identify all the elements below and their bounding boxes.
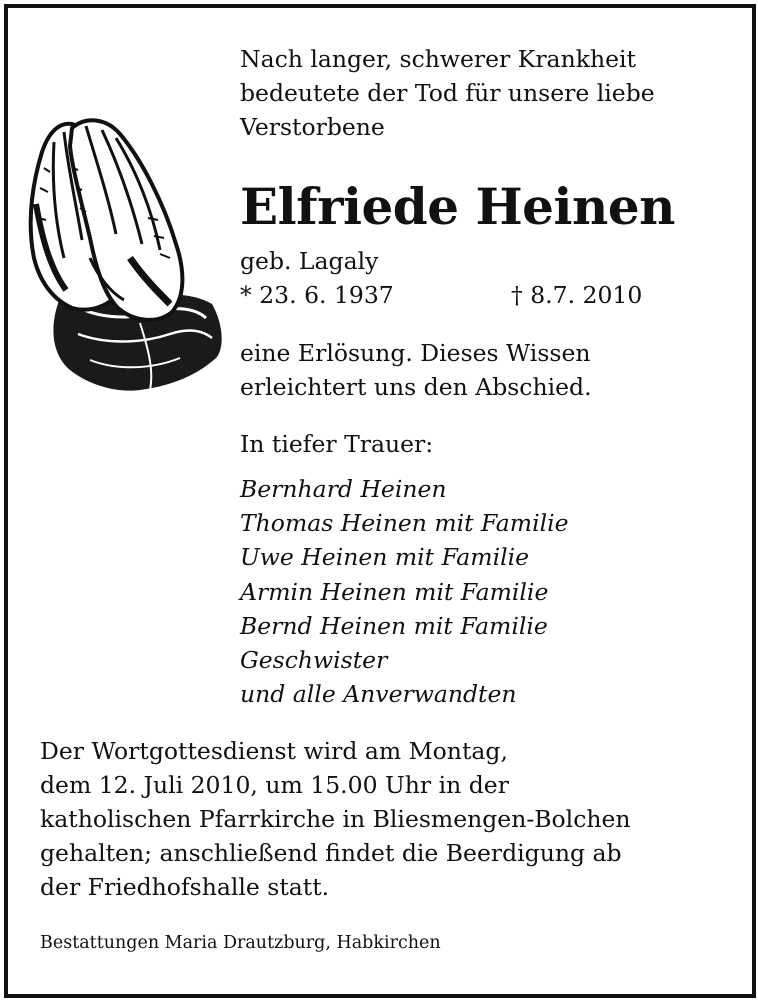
mourner-name: Bernhard Heinen: [240, 475, 447, 503]
service-announcement: Der Wortgottesdienst wird am Montag, dem 12. Juli 2010, um 15.00 Uhr in der katholischen Pfarrkirche in Bliesmengen-Bolchen gehalten; anschließend findet die Beerdigung ab der Friedhofshalle statt.: [40, 737, 631, 901]
undertaker-credit: Bestattungen Maria Drautzburg, Habkirchen: [40, 933, 441, 953]
mourner-name: Uwe Heinen mit Familie: [240, 543, 530, 572]
praying-hands-icon: [20, 108, 225, 398]
mourner-name: Thomas Heinen mit Familie: [240, 509, 569, 538]
intro-text: Nach langer, schwerer Krankheit bedeutete der Tod für unsere liebe Verstorbene: [240, 45, 655, 141]
mourners-list: [240, 472, 569, 711]
birth-date: * 23. 6. 1937: [240, 281, 394, 309]
death-date: † 8.7. 2010: [511, 281, 643, 309]
mourner-name: Armin Heinen mit Familie: [240, 577, 549, 606]
mourner-name: Bernd Heinen mit Familie: [240, 611, 548, 640]
mourner-name: und alle Anverwandten: [240, 680, 517, 709]
maiden-name: geb. Lagaly: [240, 247, 379, 275]
mourning-heading: In tiefer Trauer:: [240, 430, 434, 458]
farewell-message: eine Erlösung. Dieses Wissen erleichtert uns den Abschied.: [240, 339, 592, 401]
deceased-name: Elfriede Heinen: [240, 177, 676, 236]
mourner-name: Geschwister: [240, 646, 388, 675]
